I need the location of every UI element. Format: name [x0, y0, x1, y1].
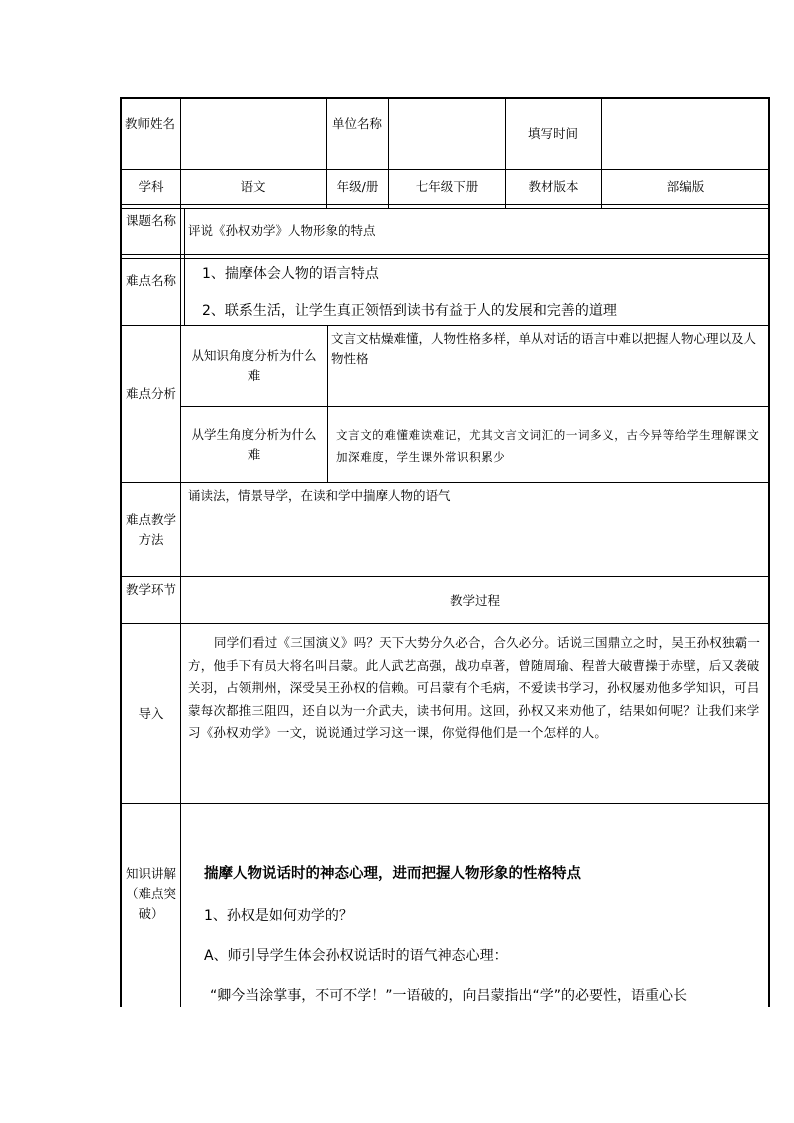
knowledge-label: 知识讲解（难点突破）	[126, 866, 177, 921]
row-divider	[120, 803, 770, 804]
row-divider	[120, 169, 770, 170]
student-angle-text: 文言文的难懂难读难记，尤其文言文词汇的一词多义，古今异等给学生理解课文加深难度，学生课外常识积累少	[336, 428, 760, 464]
edition-label: 教材版本	[528, 179, 579, 194]
column-divider	[327, 325, 328, 482]
difficulty-item: 2、联系生活，让学生真正领悟到读书有益于人的发展和完善的道理	[202, 303, 617, 319]
quote-text: “卿今当涂掌事，不可不学！”一语破的，向吕蒙指出“学”的必要性，语重心长	[210, 988, 688, 1004]
row-divider	[120, 482, 770, 483]
difficulty-item: 1、揣摩体会人物的语言特点	[202, 266, 379, 282]
intro-text: 同学们看过《三国演义》吗？天下大势分久必合，合久必分。话说三国鼎立之时，吴王孙权独霸一方，他手下有员大将名叫吕蒙。此人武艺高强，战功卓著，曾随周瑜、程普大破曹操于赤壁，后又袭破关羽，占领荆州，深受吴王孙权的信赖。可吕蒙有个毛病，不爱读书学习，孙权屡劝他多学知识，可吕蒙每次都推三阻四，还自以为一介武夫，读书何用。这回，孙权又来劝他了，结果如何呢？让我们来学习《孙权劝学》一文，说说通过学习这一课，你觉得他们是一个怎样的人。	[188, 635, 761, 741]
row-divider	[120, 576, 770, 577]
method-label: 难点教学方法	[125, 512, 176, 547]
row-divider	[120, 204, 770, 205]
row-divider	[120, 325, 770, 326]
row-divider	[120, 258, 770, 259]
process-heading: 教学过程	[449, 593, 500, 608]
knowledge-heading: 揣摩人物说话时的神态心理，进而把握人物形象的性格特点	[204, 866, 581, 882]
row-divider	[120, 254, 770, 255]
question-one: 1、孙权是如何劝学的？	[204, 908, 353, 924]
section-label: 教学环节	[126, 582, 177, 597]
fill-time-label: 填写时间	[527, 126, 578, 141]
column-divider	[184, 208, 185, 258]
unit-name-label: 单位名称	[331, 116, 382, 131]
topic-value: 评说《孙权劝学》人物形象的特点	[188, 223, 376, 238]
column-divider	[180, 97, 181, 1007]
row-divider	[120, 208, 770, 209]
subject-label: 学科	[138, 179, 164, 194]
answer-a: A、师引导学生体会孙权说话时的语气神态心理：	[204, 948, 508, 964]
subject-value: 语文	[240, 179, 266, 194]
analysis-label: 难点分析	[125, 386, 176, 401]
row-divider	[120, 623, 770, 624]
intro-label: 导入	[138, 706, 164, 721]
knowledge-angle-label: 从知识角度分析为什么难	[191, 348, 317, 383]
teacher-name-label: 教师姓名	[124, 116, 175, 131]
difficulty-label: 难点名称	[126, 273, 177, 288]
row-divider	[180, 406, 770, 407]
grade-value: 七年级下册	[415, 179, 479, 194]
topic-label: 课题名称	[126, 213, 177, 228]
grade-label: 年级/册	[336, 179, 379, 194]
knowledge-angle-text: 文言文枯燥难懂，人物性格多样，单从对话的语言中难以把握人物心理以及人物性格	[331, 331, 757, 366]
student-angle-label: 从学生角度分析为什么难	[191, 427, 317, 462]
column-divider	[184, 258, 185, 325]
edition-value: 部编版	[666, 179, 705, 194]
method-text: 诵读法，情景导学，在读和学中揣摩人物的语气	[188, 488, 451, 503]
